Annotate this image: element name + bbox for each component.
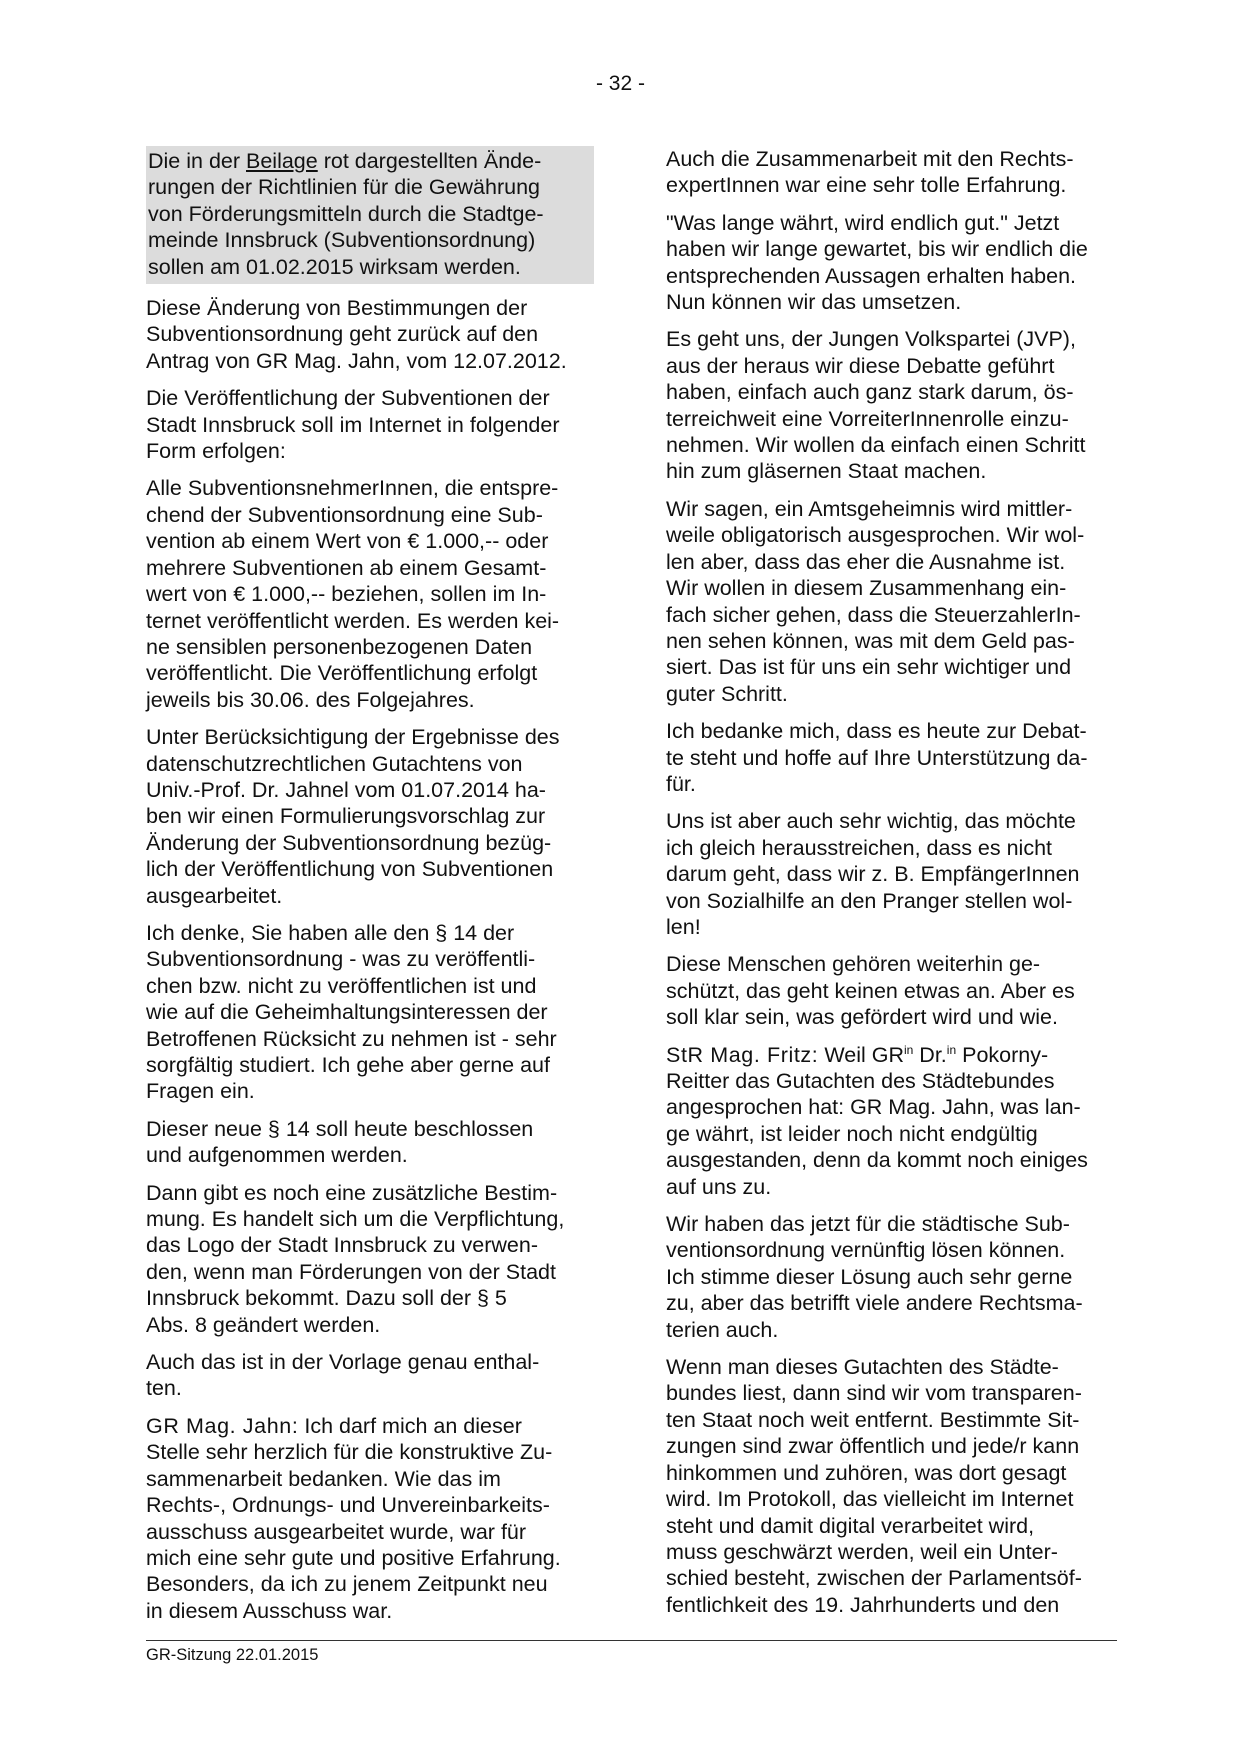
speech-text: Pokorny- Reitter das Gutachten des Städtebundes angesprochen hat: GR Mag. Jahn, was lan- ge währt, ist leider noch nicht endgültig ausgestanden, denn da kommt noch einiges auf uns zu. — [666, 1042, 1088, 1199]
paragraph: Die Veröffentlichung der Subventionen der Stadt Innsbruck soll im Internet in folgender Form erfolgen: — [146, 386, 560, 464]
paragraph-text: Die in der — [148, 149, 246, 173]
paragraph: Uns ist aber auch sehr wichtig, das möchte ich gleich herausstreichen, dass es nicht darum geht, dass wir z. B. EmpfängerInnen von Sozialhilfe an den Pranger stellen wol- len! — [666, 809, 1080, 939]
left-column — [146, 146, 594, 1635]
paragraph: Wenn man dieses Gutachten des Städte- bundes liest, dann sind wir vom transparen- ten Staat noch weit entfernt. Bestimmte Sit- zungen sind zwar öffentlich und jede/r kann hinkommen und zuhören, was dort gesagt wird. Im Protokoll, das vielleicht im Internet steht und damit digital verarbeitet wird, muss geschwärzt werden, weil ein Unter- schied besteht, zwischen der Parlamentsöf- fentlichkeit des 19. Jahrhunderts und den — [666, 1355, 1082, 1617]
paragraph: Ich bedanke mich, dass es heute zur Debat- te steht und hoffe auf Ihre Unterstützung da- für. — [666, 719, 1088, 796]
footer-text: GR-Sitzung 22.01.2015 — [146, 1646, 319, 1664]
footer-divider — [146, 1640, 1117, 1641]
paragraph: Diese Menschen gehören weiterhin ge- schützt, das geht keinen etwas an. Aber es soll klar sein, was gefördert wird und wie. — [666, 952, 1075, 1030]
paragraph-text: rot dargestellten Ände- rungen der Richtlinien für die Gewährung von Förderungsmitteln durch die Stadtge- meinde Innsbruck (Subventionsordnung) sollen am 01.02.2015 wirksam werden. — [148, 149, 544, 279]
beilage-link[interactable]: Beilage — [246, 149, 318, 173]
speaker-name: StR Mag. Fritz: — [666, 1042, 819, 1067]
paragraph: Unter Berücksichtigung der Ergebnisse des datenschutzrechtlichen Gutachtens von Univ.-Prof. Dr. Jahnel vom 01.07.2014 ha- ben wir einen Formulierungsvorschlag zur Änderung der Subventionsordnung bezüg- lich der Veröffentlichung von Subventionen ausgearbeitet. — [146, 725, 560, 908]
speaker-paragraph — [146, 1413, 594, 1624]
right-column — [666, 146, 1118, 1629]
speech-text: Dr. — [913, 1042, 947, 1067]
paragraph: Es geht uns, der Jungen Volkspartei (JVP), aus der heraus wir diese Debatte geführt haben, einfach auch ganz stark darum, ös- terreichweit eine VorreiterInnenrolle einzu- nehmen. Wir wollen da einfach einen Schritt hin zum gläsernen Staat machen. — [666, 327, 1086, 484]
paragraph: Dieser neue § 14 soll heute beschlossen und aufgenommen werden. — [146, 1116, 534, 1168]
paragraph: Alle SubventionsnehmerInnen, die entspre- chend der Subventionsordnung eine Sub- vention ab einem Wert von € 1.000,-- oder mehrere Subventionen ab einem Gesamt- wert von € 1.000,-- beziehen, sollen im In- ternet veröffentlicht werden. Es werden kei- ne sensiblen personenbezogenen Daten veröffentlicht. Die Veröffentlichung erfolgt jeweils bis 30.06. des Folgejahres. — [146, 476, 560, 712]
superscript: in — [903, 1042, 914, 1057]
paragraph: "Was lange währt, wird endlich gut." Jetzt haben wir lange gewartet, bis wir endlich die entsprechenden Aussagen erhalten haben. Nun können wir das umsetzen. — [666, 210, 1088, 315]
paragraph: Ich denke, Sie haben alle den § 14 der Subventionsordnung - was zu veröffentli- chen bzw. nicht zu veröffentlichen ist und wie auf die Geheimhaltungsinteressen der Betroffenen Rücksicht zu nehmen ist - sehr sorgfältig studiert. Ich gehe aber gerne auf Fragen ein. — [146, 920, 557, 1104]
paragraph: Auch das ist in der Vorlage genau enthal- ten. — [146, 1350, 540, 1401]
highlighted-paragraph — [146, 146, 594, 284]
paragraph: Wir sagen, ein Amtsgeheimnis wird mittler- weile obligatorisch ausgesprochen. Wir wol- len aber, dass das eher die Ausnahme ist. Wir wollen in diesem Zusammenhang ein- fach sicher gehen, dass die SteuerzahlerIn- nen sehen können, was mit dem Geld pas- siert. Das ist für uns ein sehr wichtiger und guter Schritt. — [666, 496, 1085, 706]
speech-text: Weil GR — [818, 1042, 904, 1067]
paragraph: Diese Änderung von Bestimmungen der Subventionsordnung geht zurück auf den Antrag von GR Mag. Jahn, vom 12.07.2012. — [146, 296, 567, 373]
paragraph: Dann gibt es noch eine zusätzliche Bestim- mung. Es handelt sich um die Verpflichtung, das Logo der Stadt Innsbruck zu verwen- den, wenn man Förderungen von der Stadt Innsbruck bekommt. Dazu soll der § 5 Abs. 8 geändert werden. — [146, 1180, 565, 1337]
paragraph: Auch die Zusammenarbeit mit den Rechts- expertInnen war eine sehr tolle Erfahrung. — [666, 147, 1074, 198]
superscript: in — [946, 1042, 957, 1057]
speech-text: Ich darf mich an dieser Stelle sehr herzlich für die konstruktive Zu- sammenarbeit bedanken. Wie das im Rechts-, Ordnungs- und Unvereinbarkeits- ausschuss ausgearbeitet wurde, war für mich eine sehr gute und positive Erfahrung. Besonders, da ich zu jenem Zeitpunkt neu in diesem Ausschuss war. — [146, 1413, 561, 1623]
page-number: - 32 - — [595, 72, 645, 95]
speaker-name: GR Mag. Jahn: — [146, 1413, 299, 1438]
speaker-paragraph — [666, 1042, 1118, 1200]
paragraph: Wir haben das jetzt für die städtische Sub- ventionsordnung vernünftig lösen können. Ich stimme dieser Lösung auch sehr gerne zu, aber das betrifft viele andere Rechtsma- terien auch. — [666, 1212, 1083, 1342]
